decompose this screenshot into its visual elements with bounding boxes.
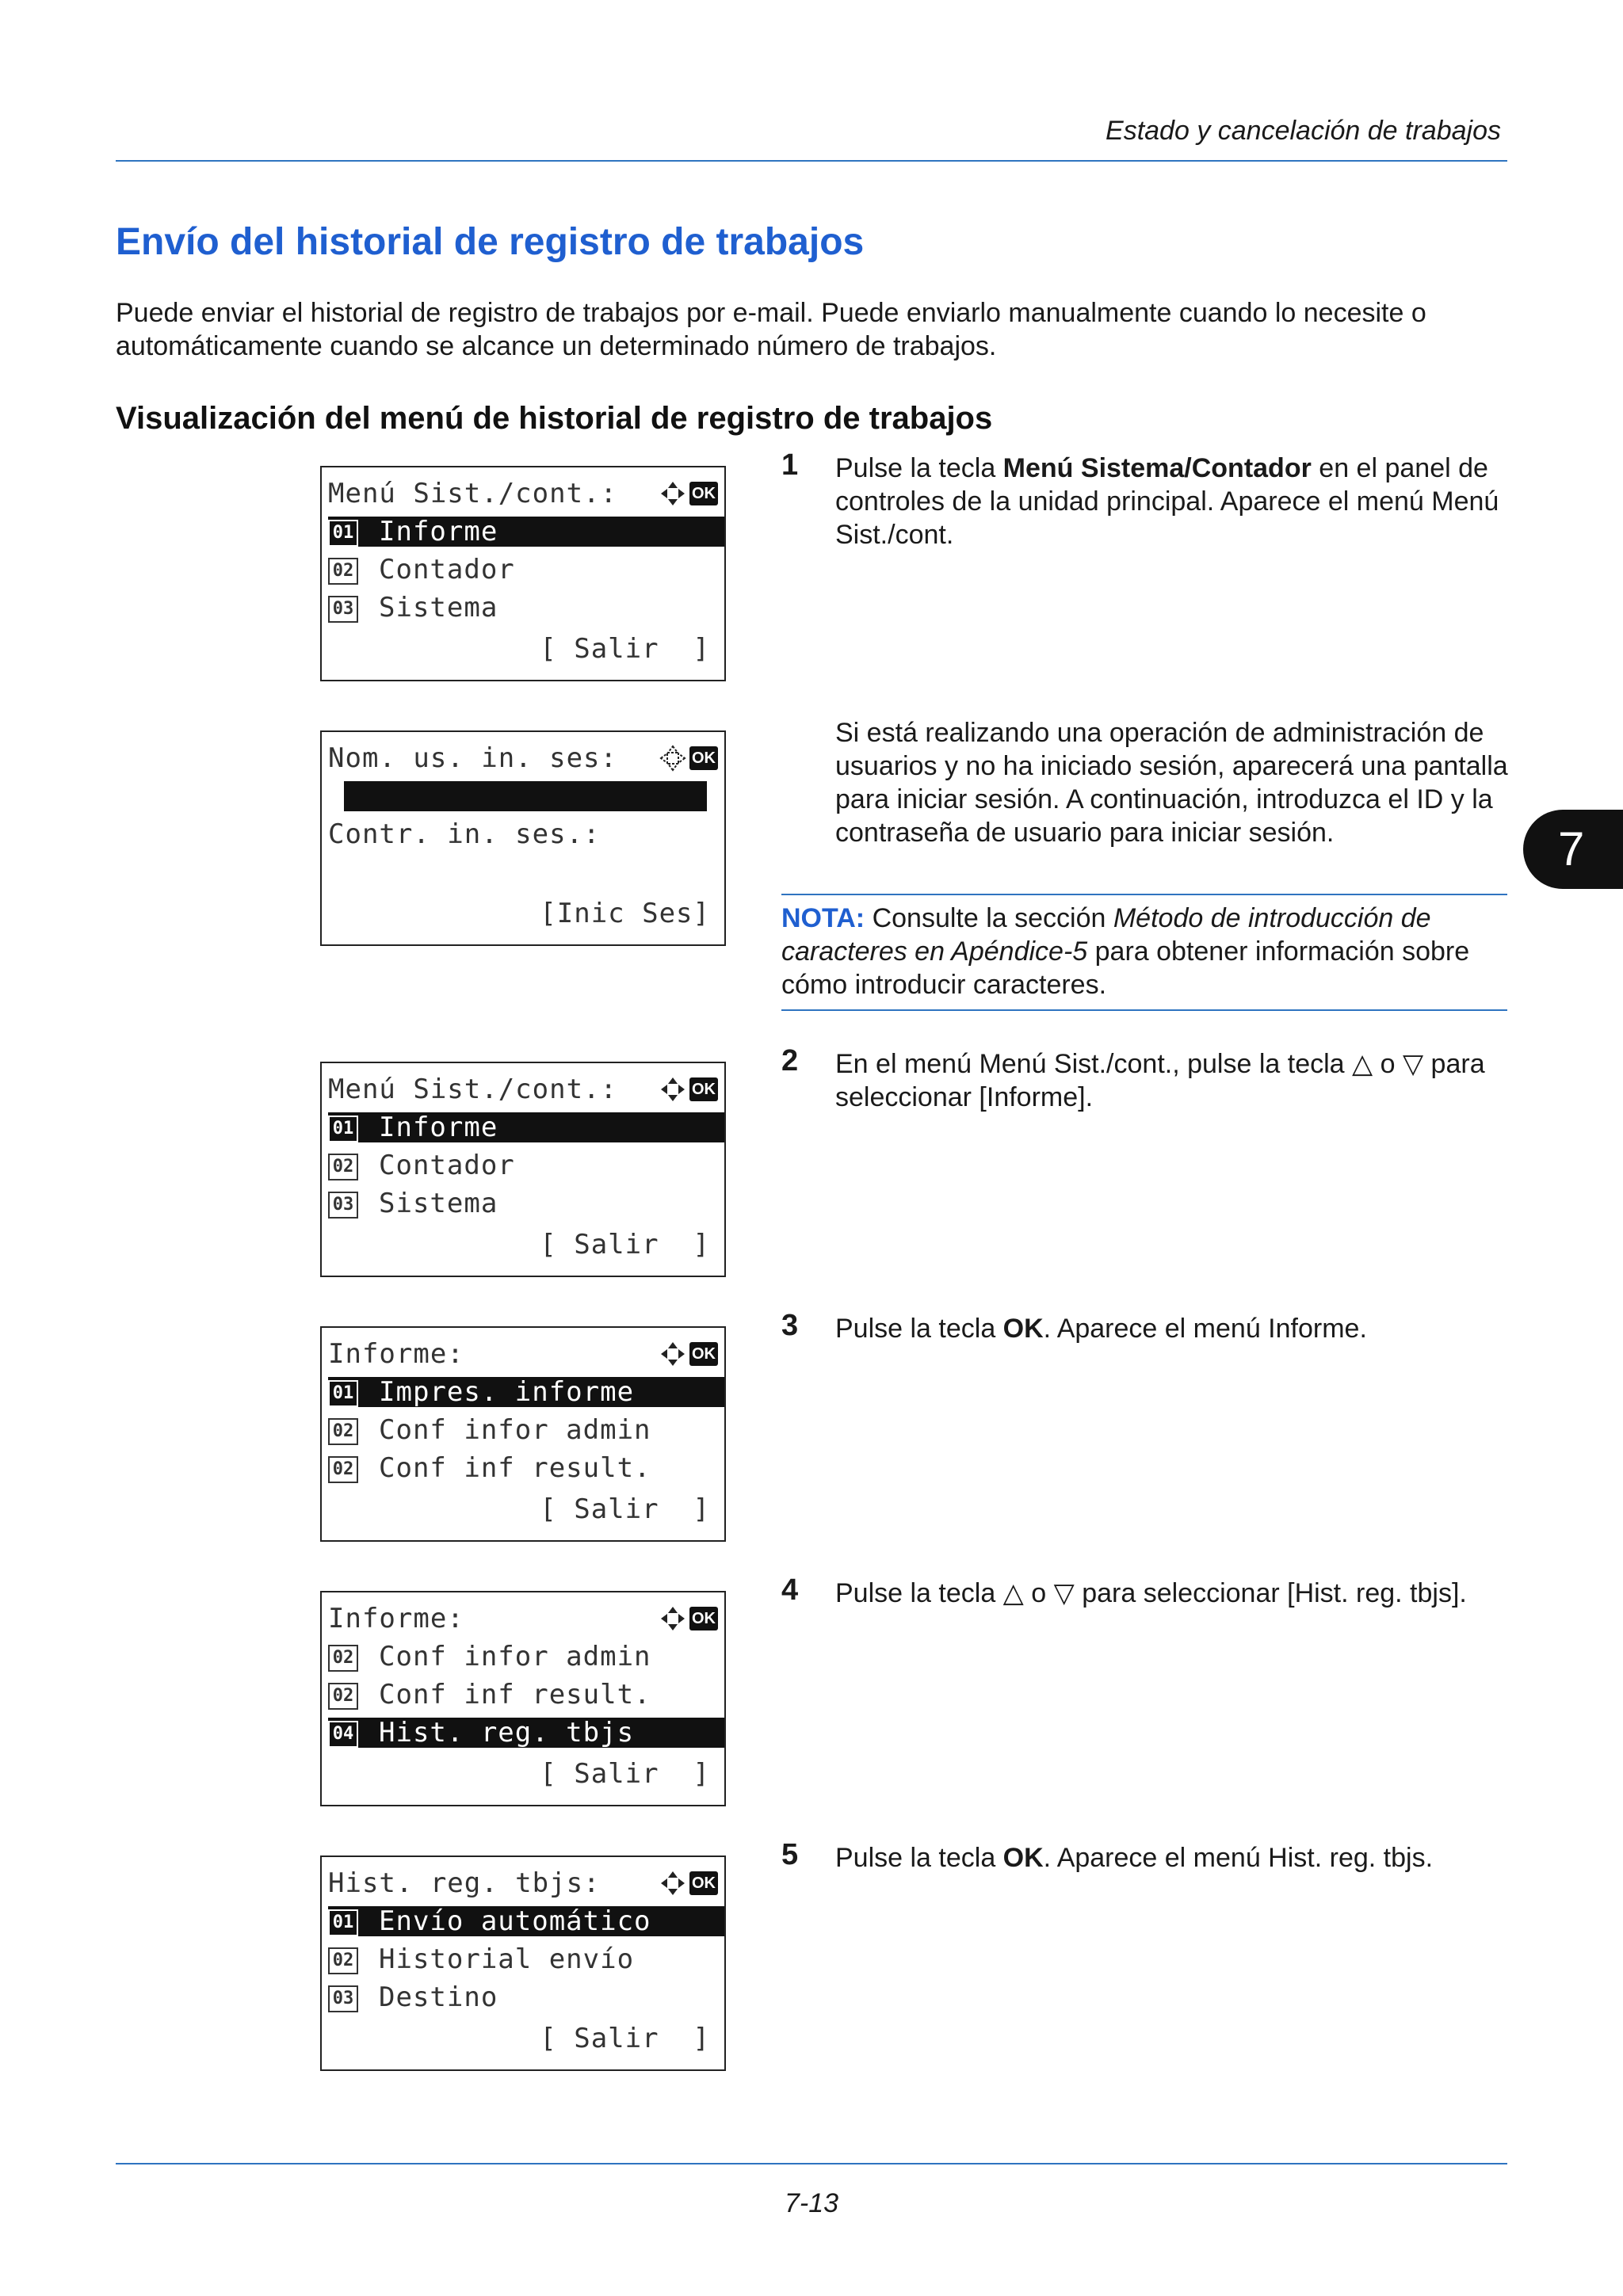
- nav-ok-indicator: [659, 1870, 718, 1897]
- menu-item: 01 Impres. informe: [328, 1377, 724, 1407]
- intro-paragraph: Puede enviar el historial de registro de trabajos por e-mail. Puede enviarlo manualmente cuando lo necesite o automáticamente cuando se alcance un determinado número de trabajos.: [116, 298, 1426, 361]
- navigation-arrows-icon: [659, 1076, 686, 1103]
- menu-item: 02 Conf infor admin: [328, 1415, 724, 1445]
- item-number: 02: [328, 1456, 358, 1483]
- menu-item: 04 Hist. reg. tbjs: [328, 1718, 724, 1748]
- menu-item: 02 Contador: [328, 1150, 724, 1180]
- login-instruction: Si está realizando una operación de administración de usuarios y no ha iniciado sesión, aparecerá una pantalla para iniciar sesión. A continuación, introduzca el ID y la contraseña de usuario para iniciar sesión.: [835, 718, 1508, 848]
- navigation-arrows-icon: [659, 1870, 686, 1897]
- lcd-footer-key: [Inic Ses]: [540, 898, 710, 929]
- menu-item: 03 Destino: [328, 1982, 724, 2012]
- lcd-footer-key: [ Salir ]: [540, 1229, 710, 1261]
- ok-icon: OK: [689, 1342, 718, 1366]
- item-number: 02: [328, 1154, 358, 1180]
- lcd-screen-login: [320, 730, 726, 946]
- item-number: 02: [328, 1645, 358, 1672]
- lcd-screen-report-menu: [320, 1326, 726, 1542]
- nav-ok-indicator: [659, 1341, 718, 1367]
- menu-item: 01 Envío automático: [328, 1906, 724, 1936]
- item-number: 02: [328, 1947, 358, 1974]
- footer-rule: [116, 2163, 1507, 2164]
- password-label: Contr. in. ses.:: [328, 818, 601, 850]
- lcd-footer-key: [ Salir ]: [540, 1758, 710, 1790]
- step-text: Pulse la tecla Menú Sistema/Contador en el panel de controles de la unidad principal. Aparece el menú Menú Sist./cont.: [835, 453, 1499, 550]
- navigation-arrows-icon: [659, 1341, 686, 1367]
- menu-item: 02 Conf inf result.: [328, 1680, 724, 1710]
- ok-icon: OK: [689, 1607, 718, 1630]
- step-number: 5: [781, 1838, 799, 1871]
- step-text: Pulse la tecla OK. Aparece el menú Informe.: [835, 1314, 1367, 1344]
- note-bottom-rule: [781, 1009, 1507, 1011]
- lcd-title: Nom. us. in. ses:: [328, 742, 617, 774]
- item-number: 03: [328, 1192, 358, 1219]
- step-number: 2: [781, 1044, 799, 1077]
- item-number: 01: [328, 520, 358, 547]
- lcd-screen-system-menu-select: [320, 1062, 726, 1277]
- nav-ok-indicator: [659, 1076, 718, 1103]
- running-header: Estado y cancelación de trabajos: [1106, 116, 1501, 146]
- note-top-rule: [781, 894, 1507, 895]
- nav-ok-indicator: [659, 745, 718, 772]
- navigation-arrows-icon: [659, 745, 686, 772]
- menu-item: 01 Informe: [328, 1112, 724, 1142]
- note-box: NOTA: Consulte la sección Método de introducción de caracteres en Apéndice-5 para obtener información sobre cómo introducir caracteres.: [781, 903, 1470, 1000]
- ok-icon: OK: [689, 1871, 718, 1895]
- lcd-screen-report-menu-scrolled: [320, 1591, 726, 1806]
- menu-item: 03 Sistema: [328, 593, 724, 623]
- section-subtitle: Visualización del menú de historial de registro de trabajos: [116, 401, 993, 436]
- step-number: 3: [781, 1309, 799, 1342]
- lcd-footer-key: [ Salir ]: [540, 633, 710, 665]
- menu-item: 02 Conf infor admin: [328, 1642, 724, 1672]
- item-number: 02: [328, 1418, 358, 1445]
- ok-icon: OK: [689, 746, 718, 770]
- item-number: 01: [328, 1116, 358, 1142]
- note-label: NOTA:: [781, 903, 865, 933]
- ok-icon: OK: [689, 1077, 718, 1101]
- lcd-title: Menú Sist./cont.:: [328, 1074, 617, 1105]
- step-text: En el menú Menú Sist./cont., pulse la tecla △ o ▽ para seleccionar [Informe].: [835, 1049, 1485, 1112]
- lcd-footer-key: [ Salir ]: [540, 1493, 710, 1525]
- nav-ok-indicator: [659, 480, 718, 507]
- menu-item: 02 Conf inf result.: [328, 1453, 724, 1483]
- item-number: 04: [328, 1721, 358, 1748]
- ok-icon: OK: [689, 482, 718, 505]
- lcd-footer-key: [ Salir ]: [540, 2023, 710, 2054]
- item-number: 02: [328, 1683, 358, 1710]
- navigation-arrows-icon: [659, 1605, 686, 1632]
- header-rule: [116, 160, 1507, 162]
- item-number: 03: [328, 596, 358, 623]
- step-number: 1: [781, 448, 799, 482]
- lcd-screen-job-log-menu: [320, 1855, 726, 2071]
- item-number: 02: [328, 558, 358, 585]
- step-number: 4: [781, 1573, 799, 1607]
- chapter-tab: 7: [1523, 810, 1623, 889]
- lcd-title: Menú Sist./cont.:: [328, 478, 617, 509]
- login-input-highlight: [344, 781, 707, 811]
- page-number: 7-13: [784, 2188, 839, 2218]
- lcd-title: Informe:: [328, 1603, 464, 1634]
- menu-item: 02 Contador: [328, 555, 724, 585]
- item-number: 03: [328, 1985, 358, 2012]
- item-number: 01: [328, 1380, 358, 1407]
- page-title: Envío del historial de registro de trabajos: [116, 221, 865, 263]
- step-text: Pulse la tecla △ o ▽ para seleccionar [Hist. reg. tbjs].: [835, 1578, 1467, 1608]
- navigation-arrows-icon: [659, 480, 686, 507]
- nav-ok-indicator: [659, 1605, 718, 1632]
- step-text: Pulse la tecla OK. Aparece el menú Hist. reg. tbjs.: [835, 1843, 1434, 1873]
- menu-item: 01 Informe: [328, 517, 724, 547]
- lcd-title: Informe:: [328, 1338, 464, 1370]
- menu-item: 02 Historial envío: [328, 1944, 724, 1974]
- lcd-screen-system-menu: [320, 466, 726, 681]
- lcd-title: Hist. reg. tbjs:: [328, 1867, 601, 1899]
- item-number: 01: [328, 1909, 358, 1936]
- menu-item: 03 Sistema: [328, 1188, 724, 1219]
